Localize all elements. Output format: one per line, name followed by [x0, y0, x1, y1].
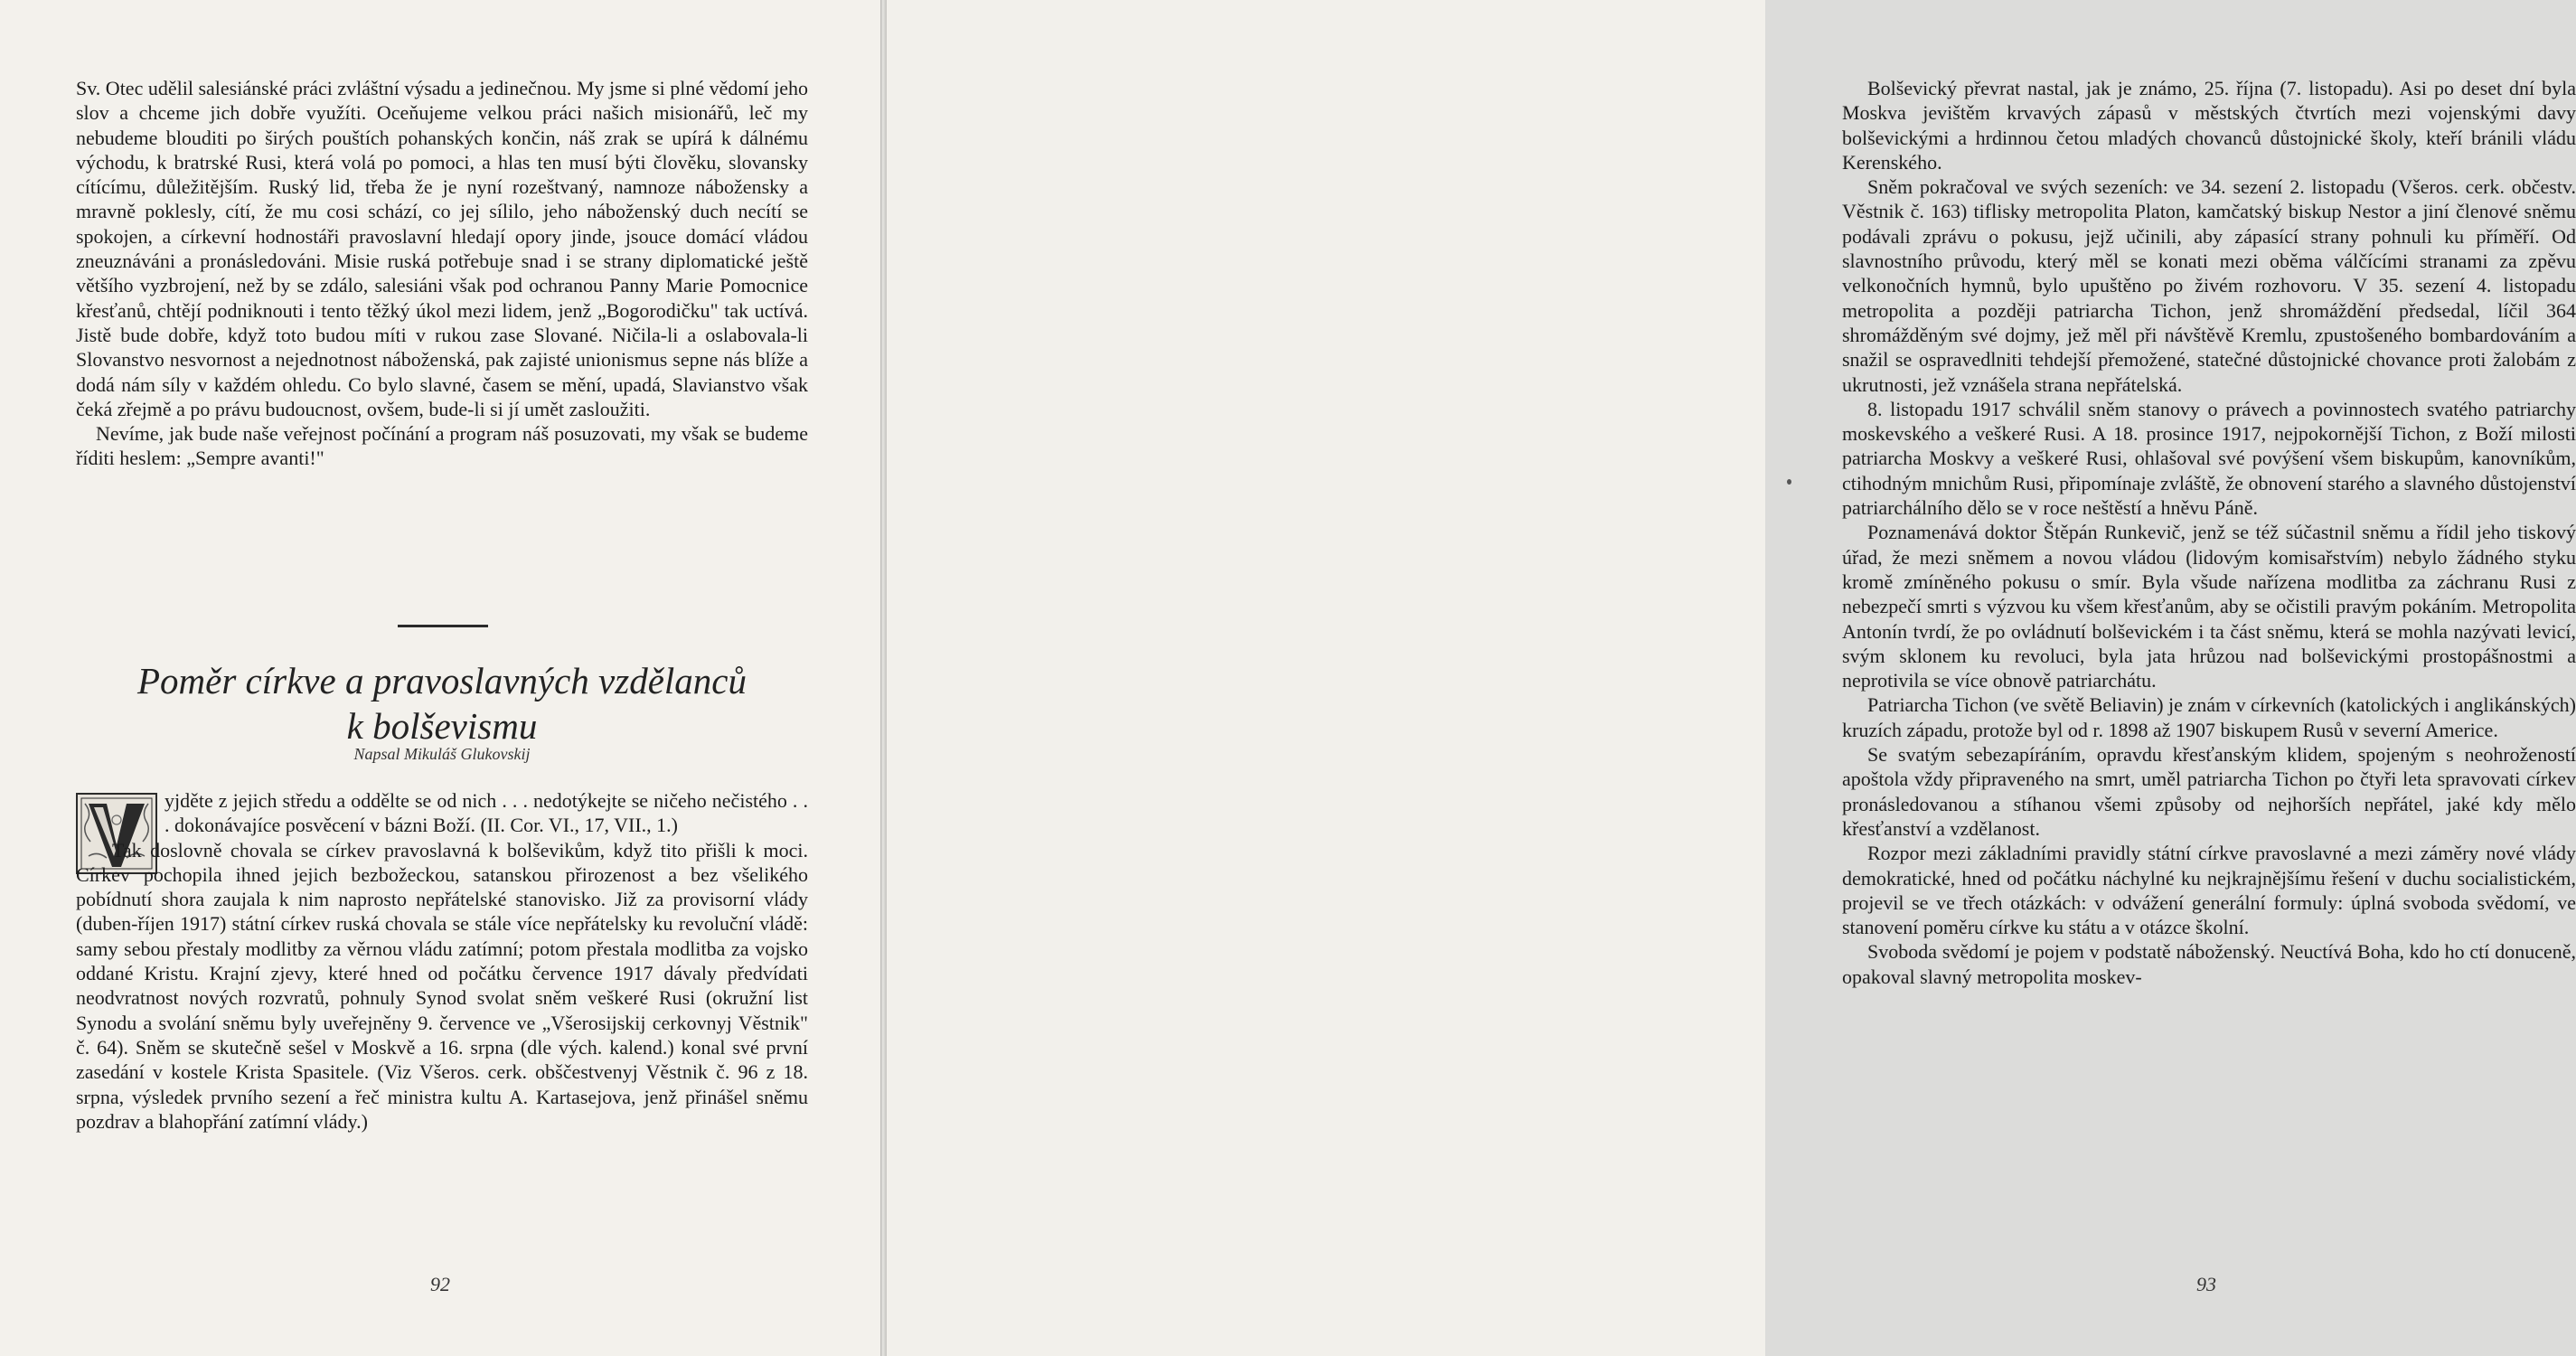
right-page: [887, 0, 2576, 1356]
article-title: [76, 658, 808, 749]
right-page-text: [1842, 76, 2576, 989]
body-paragraph: Bolševický převrat nastal, jak je známo, 25. října (7. listopadu). Asi po deset dní byla Moskva jevištěm krvavých zápasů v městských čtvrtích mezi vojenskými davy bolševickými a hrdinnou četou mladých chovanců důstojnické školy, kteří bránili vládu Kerenského.: [1842, 77, 2576, 174]
body-paragraph: 8. listopadu 1917 schválil sněm stanovy o právech a povinnostech svatého patriarchy moskevského a veškeré Rusi. A 18. prosince 1917, nejpokornější Tichon, z Boží milosti patriarcha Moskvy a veškeré Rusi, ohlašoval své povýšení všem biskupům, kanovníkům, ctihodným mnichům Rusi, připomínaje zvláště, že obnovení starého a slavného důstojenství patriarchálního dělo se v roce neštěstí a hněvu Páně.: [1842, 397, 2576, 520]
intro-paragraph: Nevíme, jak bude naše veřejnost počínání a program náš posuzovati, my však se budeme říditi heslem: „Sempre avanti!": [76, 422, 808, 470]
article-title-line: Poměr církve a pravoslavných vzdělanců: [137, 660, 747, 702]
body-paragraph: Poznamenává doktor Štěpán Runkevič, jenž se též súčastnil sněmu a řídil jeho tiskový úřad, že mezi sněmem a novou vládou (lidovým komisařstvím) nebylo žádného styku kromě zmíněného pokusu o smír. Byla všude nařízena modlitba za záchranu Rusi z nebezpečí smrti s výzvou ku všem křesťanům, aby se očistili pravým pokáním. Metropolita Antonín tvrdí, že po ovládnutí bolševickém i ta část sněmu, která se mohla nazývati levicí, svým sklonem ku revoluci, byla jata hrůzou nad bolševickými prostopášnostmi a neprotivila se více obnově patriarchátu.: [1842, 521, 2576, 692]
article-body: [76, 788, 808, 1134]
intro-text: [76, 76, 808, 471]
paper-speck: [1787, 479, 1791, 485]
article-byline: Napsal Mikuláš Glukovskij: [353, 745, 531, 763]
article-title-line: k bolševismu: [346, 705, 538, 747]
body-paragraph: Svoboda svědomí je pojem v podstatě náboženský. Neuctívá Boha, kdo ho ctí donuceně, opakoval slavný metropolita moskev-: [1842, 940, 2576, 988]
body-paragraph: Sněm pokračoval ve svých sezeních: ve 34. sezení 2. listopadu (Všeros. cerk. občestv. Věstnik č. 163) tiflisky metropolita Platon, kamčatský biskup Nestor a jiní členové sněmu podávali zprávu o pokusu, jejž učinili, aby zápasící strany pohnuli ku příměří. Od slavnostního průvodu, který měl se konati mezi oběma válčícími stranami za zpěvu velkonočních hymnů, bylo upuštěno po živém rozhovoru. V 35. sezení 4. listopadu metropolita a později patriarcha Tichon, jenž shromáždění předsedal, líčil 364 shromážděným své dojmy, jež měl při návštěvě Kremlu, zpustošeného bombardováním a snažil se ospravedlniti tehdejší přemožené, statečné důstojnické chovance proti žalobám z ukrutnosti, jež vznášela strana nepřátelská.: [1842, 175, 2576, 396]
body-paragraph: Rozpor mezi základními pravidly státní církve pravoslavné a mezi záměry nové vlády demokratické, hned od počátku náchylné ku nejkrajnějšímu řešení v duchu socialistickém, projevil se ve třech otázkách: v odvážení generální formuly: úplná svoboda svědomí, ve stanovení poměru církve ku státu a v otázce školní.: [1842, 842, 2576, 939]
article-paragraph: Tak doslovně chovala se církev pravoslavná k bolševikům, když tito přišli k moci. Církev pochopila ihned jejich bezbožeckou, satanskou přirozenost a bez všelikého pobídnutí shora zaujala k nim naprosto nepřátelské stanovisko. Již za provisorní vlády (duben-říjen 1917) státní církev ruská chovala se stále více nepřátelsky ku revoluční vládě: samy sebou přestaly modlitby za věrnou vládu zatímní; potom přestala modlitba za vojsko oddané Kristu. Krajní zjevy, které hned od počátku července 1917 dávaly předvídati neodvratnost nových rozvratů, pohnuly Synod svolat sněm veškeré Rusi (okružní list Synodu a svolání sněmu byly uveřejněny 9. července ve „Všerosijskij cerkovnyj Věstnik" č. 64). Sněm se skutečně sešel v Moskvě a 16. srpna (dle vých. kalend.) konal své první zasedání v kostele Krista Spasitele. (Viz Všeros. cerk. obščestvenyj Věstnik č. 96 z 18. srpna, výsledek prvního sezení a řeč ministra kultu A. Kartasejova, jenž přinášel sněmu pozdrav a blahopřání zatímní vlády.): [76, 838, 808, 1133]
intro-paragraph: Sv. Otec udělil salesiánské práci zvláštní výsadu a jedinečnou. My jsme si plné vědomí jeho slov a chceme jich dobře využíti. Oceňujeme velkou práci našich misionářů, leč my nebudeme blouditi po širých pouštích pohanských končin, náš zrak se upírá k dálnému východu, k bratrské Rusi, která volá po pomoci, a hlas ten musí býti člověku, slovansky cítícímu, důležitějším. Ruský lid, třeba že je nyní rozeštvaný, namnoze nábožensky a mravně poklesly, cítí, že mu cosi schází, co jej sílilo, jeho náboženský duch necítí se spokojen, a církevní hodnostáři pravoslavní hledají opory jinde, jsouce domácí vládou zneuznáváni a pronásledováni. Misie ruská potřebuje snad i se strany diplomatické ještě většího vyzbrojení, než by se zdálo, salesiáni však pod ochranou Panny Marie Pomocnice křesťanů, chtějí podniknouti i tento těžký úkol mezi lidem, jenž „Bogorodičku" tak uctívá. Jistě bude dobře, když toto budou míti v rukou zase Slované. Ničila-li a oslabovala-li Slovanstvo nesvornost a nejednotnost náboženská, pak zajisté unionismus sepne nás blíže a dodá nám síly v každém ohledu. Co bylo slavné, časem se mění, upadá, Slavianstvo však čeká zřejmě a po právu budoucnost, ovšem, bude-li si jí umět zasloužiti.: [76, 77, 808, 420]
article-epigraph: yjděte z jejich středu a oddělte se od nich . . . nedotýkejte se ničeho nečistého . . . dokonávajíce posvěcení v bázni Boží. (II. Cor. VI., 17, VII., 1.): [165, 789, 808, 837]
page-number: 92: [430, 1273, 450, 1295]
body-paragraph: Se svatým sebezapíráním, opravdu křesťanským klidem, spojeným s neohrožeností apoštola vždy připraveného na smrt, uměl patriarcha Tichon po čtyři leta spravovati církev pronásledovanou a stíhanou všemi způsoby od nejhorších nepřátel, jaké kdy mělo křesťanství a vzdělanost.: [1842, 743, 2576, 840]
body-paragraph: Patriarcha Tichon (ve světě Beliavin) je znám v církevních (katolických i anglikánských) kruzích západu, protože byl od r. 1898 až 1907 biskupem Rusů v severní Americe.: [1842, 693, 2576, 741]
page-number: 93: [2196, 1273, 2216, 1295]
book-gutter: [880, 0, 887, 1356]
left-page: [0, 0, 880, 1356]
section-divider: [398, 625, 488, 627]
